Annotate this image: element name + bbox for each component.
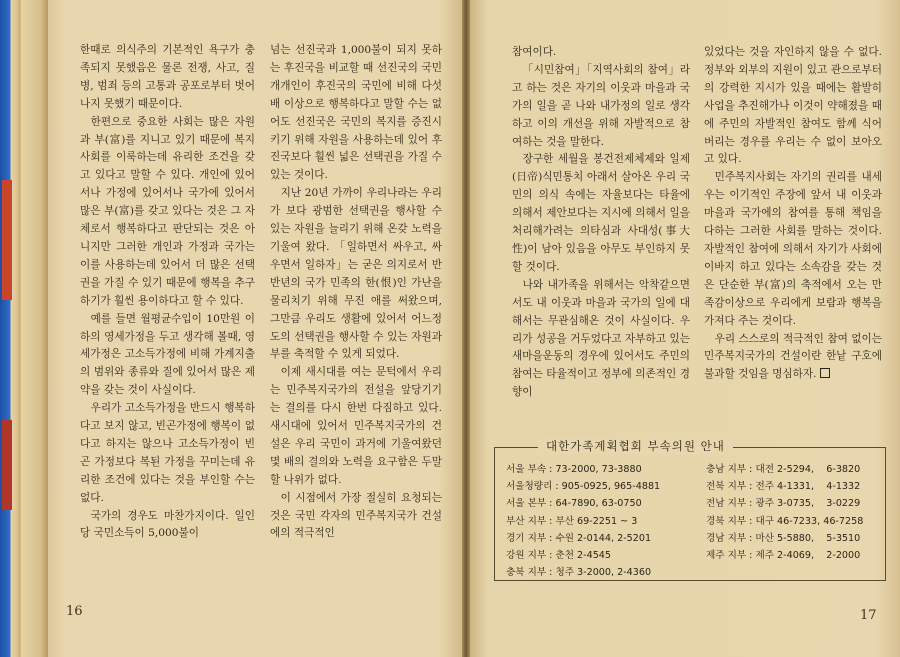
branch-contact: 제주 지부 : 제주 2-4069, 2-2000 [706, 550, 861, 561]
branch-contact: 강원 지부 : 춘천 2-4545 [506, 550, 612, 561]
branch-contact: 전북 지부 : 전주 4-1331, 4-1332 [706, 481, 861, 492]
branch-contact: 경북 지부 : 대구 46-7233, 46-7258 [706, 516, 864, 527]
left-page-column-2 [270, 42, 442, 543]
right-page-column-1 [512, 44, 690, 402]
body-paragraph: 나와 내가족을 위해서는 악착같으면서도 내 이웃과 마을과 국가의 일에 대해서는 무관심해온 것이 사실이다. 우리가 성공을 거두었다고 자부하고 있는 새마을운동의 경우에 있어서도 주민의 참여는 타율적이고 정부에 의존적인 경향이 [512, 278, 690, 399]
body-paragraph: 국가의 경우도 마찬가지이다. 일인당 국민소득이 5,000불이 [80, 509, 255, 540]
body-paragraph: 넘는 선진국과 1,000불이 되지 못하는 후진국을 비교할 때 선진국의 국민 개개인이 후진국의 국민에 비해 다섯배 이상으로 행복하다고 말할 수는 없어도 선진국은 국민의 복지를 증진시키기 위해 자원을 사용하는데 있어 후진국보다 훨씬 넓은 선택권을 가질 수 있는 것이다. [270, 44, 442, 182]
body-paragraph: 참여이다. [512, 46, 557, 58]
branch-contact: 충북 지부 : 청주 3-2000, 2-4360 [506, 567, 652, 578]
branch-contact: 경남 지부 : 마산 5-5880, 5-3510 [706, 533, 861, 544]
book-edge [0, 0, 48, 657]
branch-contact: 서울청량리 : 905-0925, 965-4881 [506, 481, 661, 492]
page-number-right: 17 [860, 608, 877, 623]
body-paragraph: 이제 새시대를 여는 문턱에서 우리는 민주복지국가의 전설을 앞당기기는 결의를 다시 한번 다짐하고 있다. 새시대에 있어서 민주복지국가의 건설은 우리 국민이 과거에 기울여왔던 몇 배의 결의와 노력을 요구함은 두말할 나위가 없다. [270, 366, 442, 486]
body-paragraph: 한때로 의식주의 기본적인 욕구가 충족되지 못했음은 물론 전쟁, 사고, 질병, 범죄 등의 고통과 공포로부터 벗어 나지 못했기 때문이다. [80, 44, 255, 110]
branch-contact: 충남 지부 : 대전 2-5294, 6-3820 [706, 464, 861, 475]
branch-contact: 부산 지부 : 부산 69-2251 ~ 3 [506, 516, 638, 527]
body-paragraph: 이 시점에서 가장 절실히 요청되는 것은 국민 각자의 민주복지국가 건설에의 적극적인 [270, 491, 442, 540]
body-paragraph: 한편으로 중요한 사회는 많은 자원과 부(富)를 지니고 있기 때문에 복지사회를 이룩하는데 유리한 조건을 갖고 있다고 말할 수 있다. 개인에 있어서나 가정에 있어서나 국가에 있어서 많은 부(富)를 갖고 있다는 것은 그 자체로서 행복하다고 판단되는 것은 아니지만 그러한 개인과 가정과 국가는 이를 사용하는데 있어서 더 많은 선택권을 가질 수 있기 때문에 행복을 추구하기가 훨씬 용이하다고 할 수 있다. [80, 115, 255, 307]
body-paragraph: 있었다는 것을 자인하지 않을 수 없다. 정부와 외부의 지원이 있고 관으로부터의 강력한 지시가 있을 때에는 활발히 사업을 추진해가나 이것이 약해졌을 때에 주민의 자발적인 참여도 함께 식어버리는 경우를 우리는 수 없이 보아오고 있다. [704, 46, 882, 166]
body-paragraph: 우리 스스로의 적극적인 참여 없이는 민주복지국가의 건설이란 한낱 구호에 불과할 것임을 명심하자. [704, 332, 882, 381]
body-paragraph: 우리가 고소득가정을 반드시 행복하다고 보지 않고, 빈곤가정에 행복이 없다고 하지는 않으나 고소득가정이 빈곤 가정보다 복된 가정을 꾸미는데 유리한 조건에 있다는 것을 부인할 수는 없다. [80, 402, 255, 504]
association-box-title: 대한가족계획협회 부속의원 안내 [538, 438, 733, 454]
end-of-article-mark [820, 368, 830, 378]
branch-contact: 서울 부속 : 73-2000, 73-3880 [506, 464, 642, 475]
right-page-column-2 [704, 44, 882, 384]
left-page-column-1 [80, 42, 255, 543]
book-gutter [462, 0, 470, 657]
body-paragraph: 지난 20년 가까이 우리나라는 우리가 보다 광범한 선택권을 행사할 수 있는 자원을 늘리기 위해 온갖 노력을 기울여 왔다. 「일하면서 싸우고, 싸우면서 일하자」는 굳은 의지로서 반반년의 국가 민족의 한(恨)인 가난을 물리치기 위해 무진 애를 써왔으며, 그만큼 우리도 생활에 있어서 어느정도의 선택권을 행사할 수 있는 자원과 부를 축적할 수 있게 되었다. [270, 187, 442, 361]
branch-contact: 경기 지부 : 수원 2-0144, 2-5201 [506, 533, 652, 544]
body-paragraph: 예를 들면 월평균수입이 10만원 이하의 영세가정을 두고 생각해 볼때, 영세가정은 고소득가정에 비해 가계지출의 범위와 종류와 질에 있어서 많은 제약을 갖는 것이 사실이다. [80, 312, 255, 397]
page-number-left: 16 [66, 604, 83, 619]
edge-red-mark-lower [2, 420, 12, 510]
body-paragraph: 장구한 세월을 봉건전제체제와 일제(日帝)식민통치 아래서 살아온 우리 국민의 의식 속에는 자율보다는 타율에 의해서 제안보다는 지시에 의해서 일을 처리해가려는 의타심과 사대성(事大性)이 남아 있음을 아무도 부인하지 못할 것이다. [512, 153, 690, 273]
branch-contact: 전남 지부 : 광주 3-0735, 3-0229 [706, 498, 861, 509]
body-paragraph: 「시민참여」「지역사회의 참여」라고 하는 것은 자기의 이웃과 마을과 국가의 일을 곧 나와 내가정의 일로 생각하고 이의 개선을 위해 자발적으로 참여하는 것을 말한다. [512, 63, 690, 148]
body-paragraph: 민주복지사회는 자기의 권리를 내세우는 이기적인 주장에 앞서 내 이웃과 마을과 국가에의 참여를 통해 책임을 다하는 그러한 사회를 말하는 것이다. 자발적인 참여에 의해서 자기가 사회에 이바지 하고 있다는 소속감을 갖는 것은 단순한 부(富)의 축적에서 오는 만족감이상으로 우리에게 보람과 행복을 가져다 주는 것이다. [704, 171, 882, 327]
edge-red-mark [2, 180, 12, 300]
branch-contact: 서울 본부 : 64-7890, 63-0750 [506, 498, 642, 509]
